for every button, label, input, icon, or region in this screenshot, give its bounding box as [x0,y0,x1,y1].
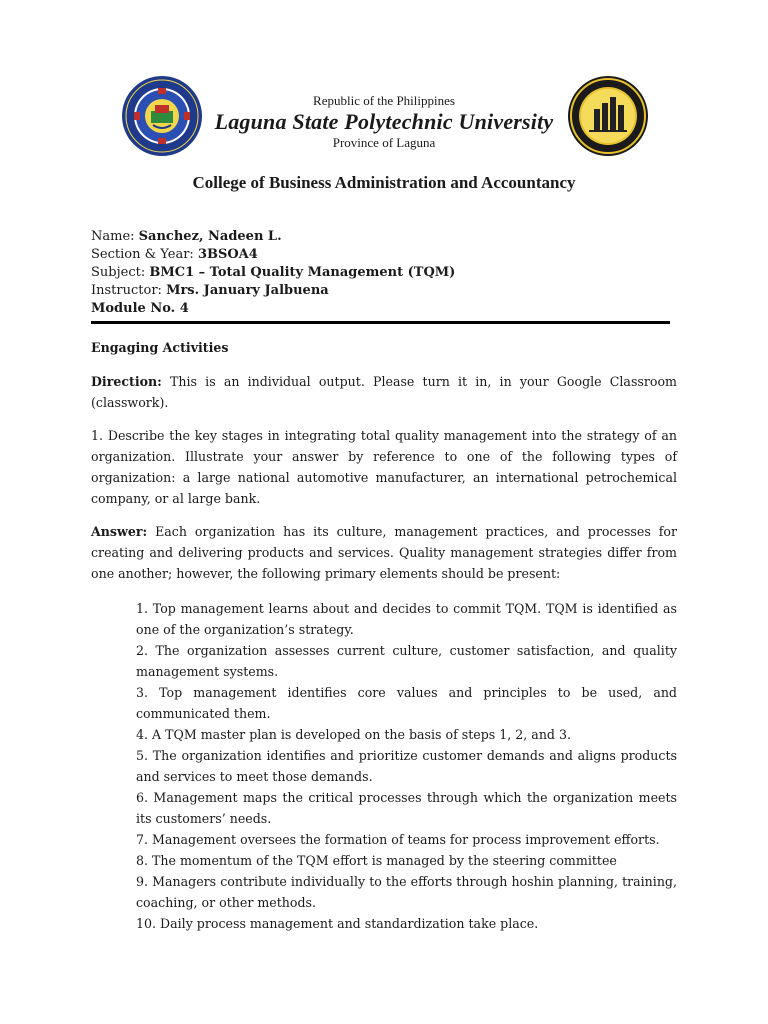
name-label: Name: [91,229,135,244]
student-info [91,228,455,318]
list-item: 1. Top management learns about and decides to commit TQM. TQM is identified as one of the organization’s strategy. [136,601,677,637]
list-item: 10. Daily process management and standardization take place. [136,916,539,931]
college-logo [567,75,649,157]
name-value: Sanchez, Nadeen L. [138,229,282,244]
direction-paragraph [91,371,677,413]
instructor-label: Instructor: [91,283,162,298]
list-item: 6. Management maps the critical processes through which the organization meets its customers’ needs. [136,790,677,826]
subject-value: BMC1 – Total Quality Management (TQM) [149,265,456,280]
list-item: 3. Top management identifies core values and principles to be used, and communicated them. [136,685,677,721]
list-item: 2. The organization assesses current culture, customer satisfaction, and quality management systems. [136,643,677,679]
university-seal-logo [121,75,203,157]
list-item: 5. The organization identifies and prioritize customer demands and aligns products and services to meet those demands. [136,748,677,784]
university-name: Laguna State Polytechnic University [214,109,554,134]
question-paragraph: 1. Describe the key stages in integrating total quality management into the strategy of an organization. Illustrate your answer by reference to one of the following types of organization: a large national automotive manufacturer, an international petrochemical company, or al large bank. [91,428,677,506]
instructor-value: Mrs. January Jalbuena [166,283,329,298]
list-item: 4. A TQM master plan is developed on the basis of steps 1, 2, and 3. [136,727,572,742]
answer-label: Answer: [91,524,148,539]
answer-paragraph [91,521,677,584]
college-title: College of Business Administration and Accountancy [192,173,576,192]
divider-rule [91,321,670,324]
subject-row [91,264,455,282]
instructor-row [91,282,455,300]
activities-heading: Engaging Activities [91,340,229,355]
list-item: 8. The momentum of the TQM effort is managed by the steering committee [136,853,617,868]
section-label: Section & Year: [91,247,194,262]
section-value: 3BSOA4 [197,247,258,262]
list-item: 9. Managers contribute individually to the efforts through hoshin planning, training, coaching, or other methods. [136,874,677,910]
answer-text: Each organization has its culture, management practices, and processes for creating and delivering products and services. Quality management strategies differ from one another; however, the following primary elements should be present: [91,524,677,581]
header-block [200,93,568,151]
province-line: Province of Laguna [332,135,436,150]
republic-line: Republic of the Philippines [313,93,455,108]
section-row [91,246,455,264]
module-number: Module No. 4 [91,301,189,316]
list-item: 7. Management oversees the formation of teams for process improvement efforts. [136,832,660,847]
subject-label: Subject: [91,265,146,280]
direction-text: This is an individual output. Please turn it in, in your Google Classroom (classwork). [91,374,677,410]
name-row [91,228,455,246]
steps-list [136,598,677,934]
direction-label: Direction: [91,374,162,389]
